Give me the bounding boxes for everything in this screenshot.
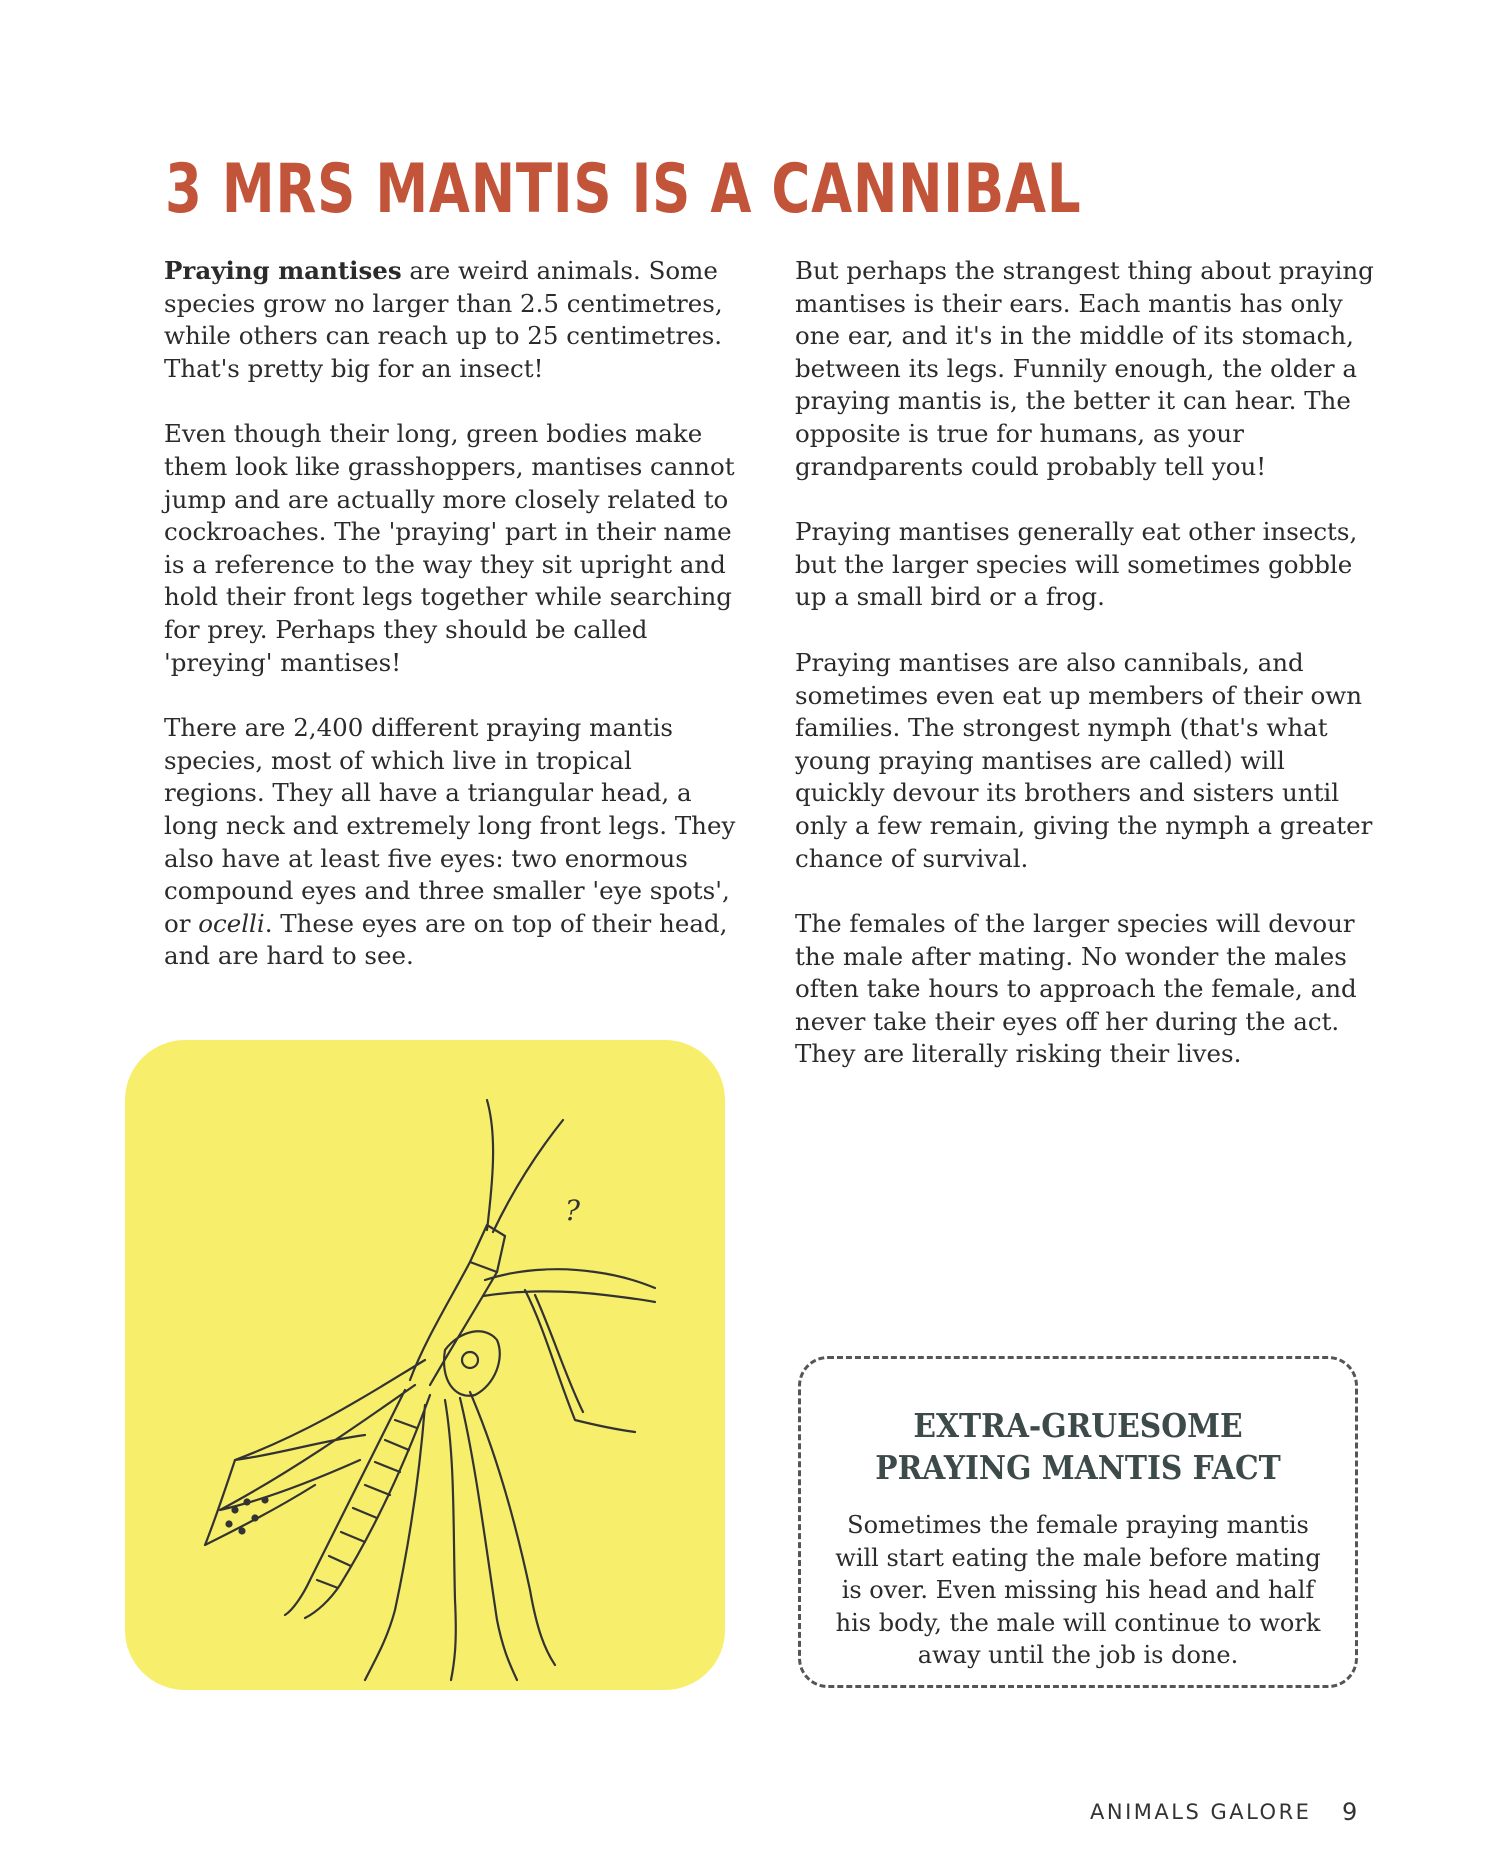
paragraph-mating: The females of the larger species will devour the male after mating. No wonder the males often take hours to approach the female, and never take their eyes off her during the act. They are literally risking their lives. (795, 909, 1357, 1069)
mantis-illustration (125, 1040, 725, 1690)
fact-box (798, 1356, 1358, 1688)
paragraph-species (164, 712, 739, 973)
fact-title-line1: EXTRA-GRUESOME (913, 1406, 1243, 1445)
page-number: 9 (1342, 1798, 1358, 1826)
fact-text: Sometimes the female praying mantis will start eating the male before mating is over. Even missing his head and half his body, the male will continue to work away until the job is done. (835, 1511, 1321, 1669)
fact-title (829, 1405, 1328, 1489)
paragraph-appearance: Even though their long, green bodies make them look like grasshoppers, mantises cannot jump and are actually more closely related to cockroaches. The 'praying' part in their name is a reference to the way they sit upright and hold their front legs together while searching for prey. Perhaps they should be called 'preying' mantises! (164, 419, 735, 677)
paragraph-ears: But perhaps the strangest thing about praying mantises is their ears. Each mantis has only one ear, and it's in the middle of its stomach, between its legs. Funnily enough, the older a praying mantis is, the better it can hear. The opposite is true for humans, as your grandparents could probably tell you! (795, 256, 1374, 481)
intro-text: are weird animals. Some species grow no larger than 2.5 centimetres, while others can reach up to 25 centimetres. That's pretty big for an insect! (164, 256, 723, 383)
species-text-end: . These eyes are on top of their head, and are hard to see. (164, 908, 728, 971)
paragraph-cannibals: Praying mantises are also cannibals, and sometimes even eat up members of their own families. The strongest nymph (that's what young praying mantises are called) will quickly devour its brothers and sisters until only a few remain, giving the nymph a greater chance of survival. (795, 647, 1373, 873)
right-column (795, 255, 1375, 1104)
mantis-drawing-icon (125, 1040, 725, 1690)
paragraph-diet: Praying mantises generally eat other insects, but the larger species will sometimes gobble up a small bird or a frog. (795, 517, 1358, 612)
paragraph-intro (164, 255, 739, 385)
footer-section-label: ANIMALS GALORE (1090, 1800, 1312, 1824)
lead-term: Praying mantises (164, 256, 402, 285)
page-title: 3 MRS MANTIS IS A CANNIBAL (165, 150, 1082, 229)
question-mark: ? (565, 1194, 581, 1227)
fact-title-line2: PRAYING MANTIS FACT (875, 1448, 1281, 1487)
ocelli-term: ocelli (198, 908, 265, 938)
left-column (164, 255, 739, 1006)
species-text: There are 2,400 different praying mantis species, most of which live in tropical regions. They all have a triangular head, a long neck and extremely long front legs. They also have at least five eyes: two enormous compound eyes and three smaller 'eye spots', or (164, 713, 736, 938)
